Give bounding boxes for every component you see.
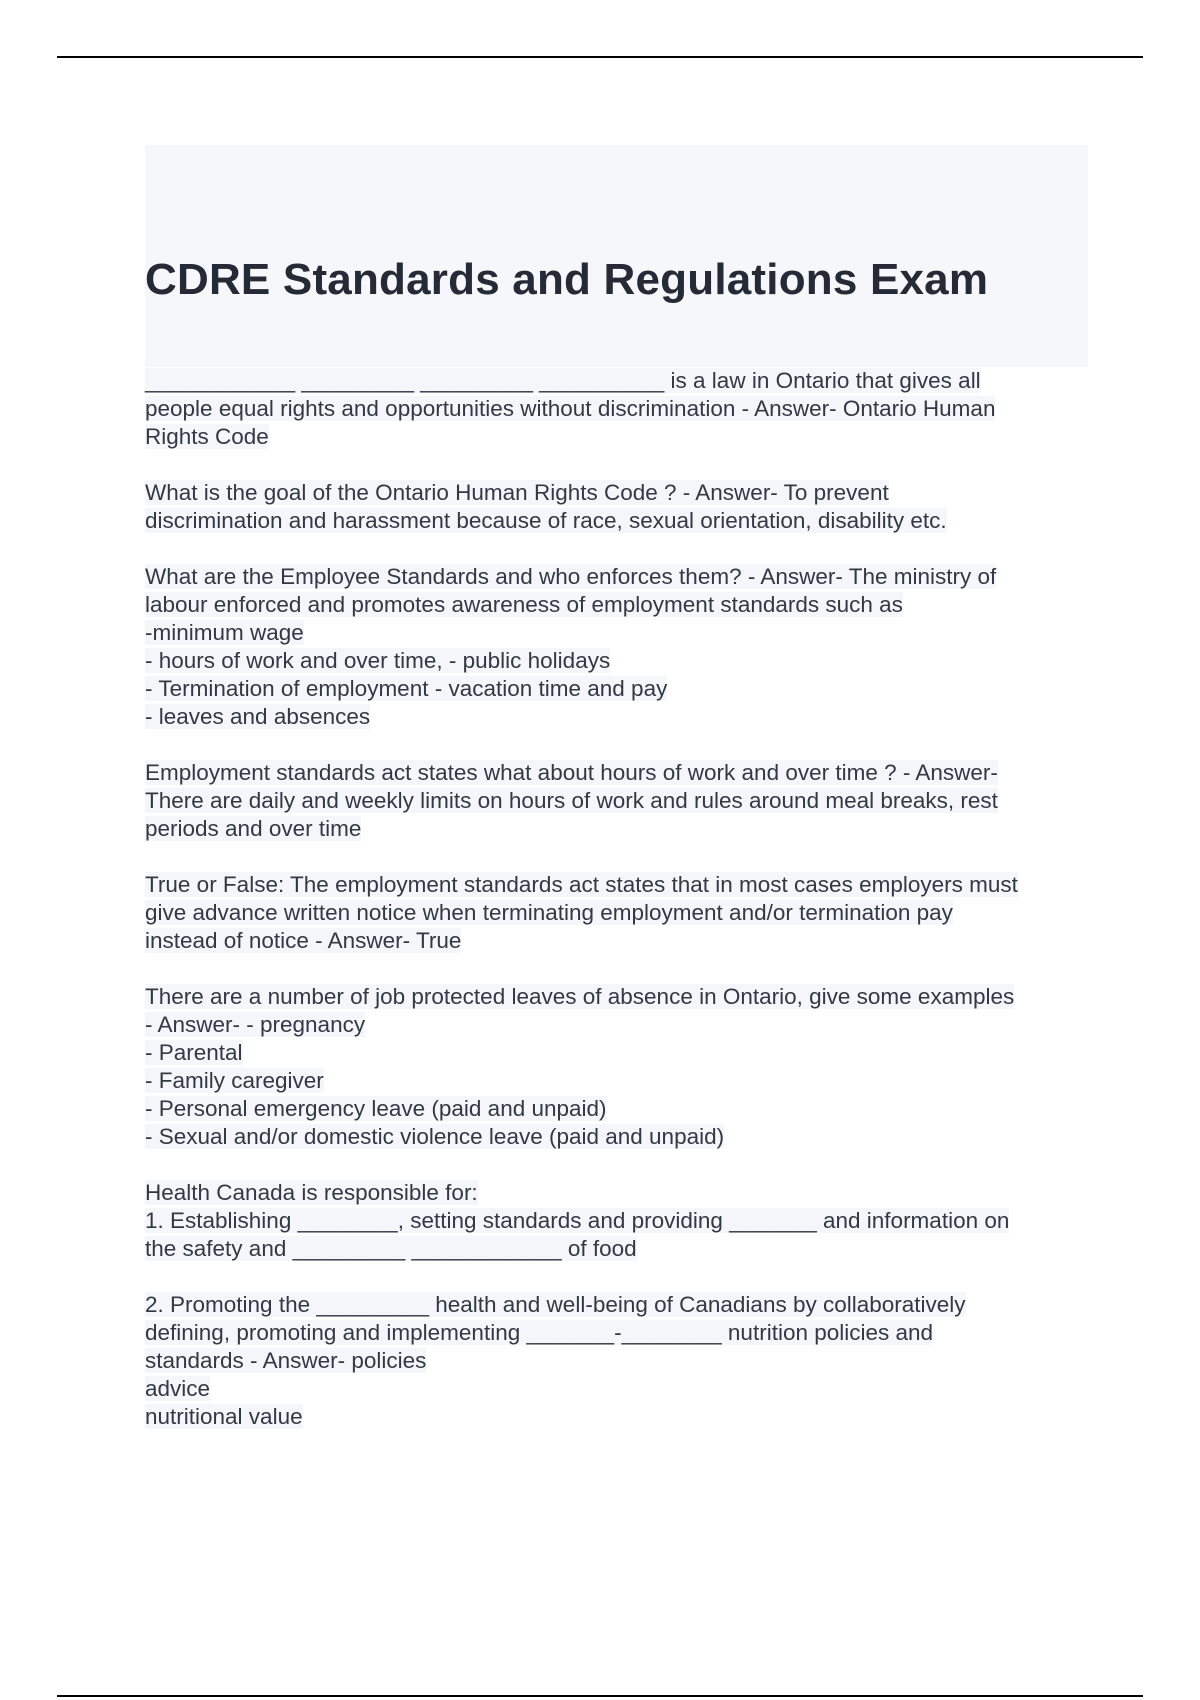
qa-entry (145, 983, 1085, 1151)
qa-entry (145, 563, 1085, 731)
entry-line: - Sexual and/or domestic violence leave (paid and unpaid) (145, 1124, 725, 1149)
qa-entry (145, 479, 1085, 535)
entry-line: labour enforced and promotes awareness of employment standards such as (145, 592, 903, 617)
entry-line: - Termination of employment - vacation time and pay (145, 676, 668, 701)
entry-line: What are the Employee Standards and who enforces them? - Answer- The ministry of (145, 564, 997, 589)
page-title: CDRE Standards and Regulations Exam (145, 255, 989, 304)
entry-line: -minimum wage (145, 620, 304, 645)
entry-line: discrimination and harassment because of race, sexual orientation, disability etc. (145, 508, 947, 533)
entry-line: defining, promoting and implementing _______-________ nutrition policies and (145, 1320, 934, 1345)
entry-line: - hours of work and over time, - public holidays (145, 648, 611, 673)
entry-line: instead of notice - Answer- True (145, 928, 462, 953)
entry-line: - Family caregiver (145, 1068, 324, 1093)
entry-line: nutritional value (145, 1404, 303, 1429)
qa-entry (145, 871, 1085, 955)
entry-line: Health Canada is responsible for: (145, 1180, 478, 1205)
qa-entry (145, 1179, 1085, 1263)
entry-line: Employment standards act states what about hours of work and over time ? - Answer- (145, 760, 998, 785)
qa-entry (145, 1291, 1085, 1431)
qa-entry (145, 759, 1085, 843)
entry-line: 2. Promoting the _________ health and well-being of Canadians by collaboratively (145, 1292, 966, 1317)
entry-line: standards - Answer- policies (145, 1348, 427, 1373)
entry-line: There are a number of job protected leaves of absence in Ontario, give some examples (145, 984, 1015, 1009)
entry-line: - Personal emergency leave (paid and unpaid) (145, 1096, 607, 1121)
entry-line: - Parental (145, 1040, 243, 1065)
entry-line: give advance written notice when terminating employment and/or termination pay (145, 900, 953, 925)
entry-line: people equal rights and opportunities without discrimination - Answer- Ontario Human (145, 396, 996, 421)
entry-line: True or False: The employment standards act states that in most cases employers must (145, 872, 1018, 897)
top-rule (57, 56, 1143, 58)
qa-entry (145, 367, 1085, 451)
entry-line: There are daily and weekly limits on hours of work and rules around meal breaks, rest (145, 788, 998, 813)
entry-line: the safety and _________ ____________ of food (145, 1236, 637, 1261)
entry-line: ____________ _________ _________ __________ is a law in Ontario that gives all (145, 368, 981, 393)
entry-line: periods and over time (145, 816, 362, 841)
entry-line: 1. Establishing ________, setting standards and providing _______ and information on (145, 1208, 1010, 1233)
document-body (145, 367, 1085, 1459)
bottom-rule (57, 1695, 1143, 1697)
entry-line: - Answer- - pregnancy (145, 1012, 366, 1037)
entry-line: Rights Code (145, 424, 269, 449)
entry-line: advice (145, 1376, 211, 1401)
entry-line: - leaves and absences (145, 704, 371, 729)
entry-line: What is the goal of the Ontario Human Rights Code ? - Answer- To prevent (145, 480, 889, 505)
